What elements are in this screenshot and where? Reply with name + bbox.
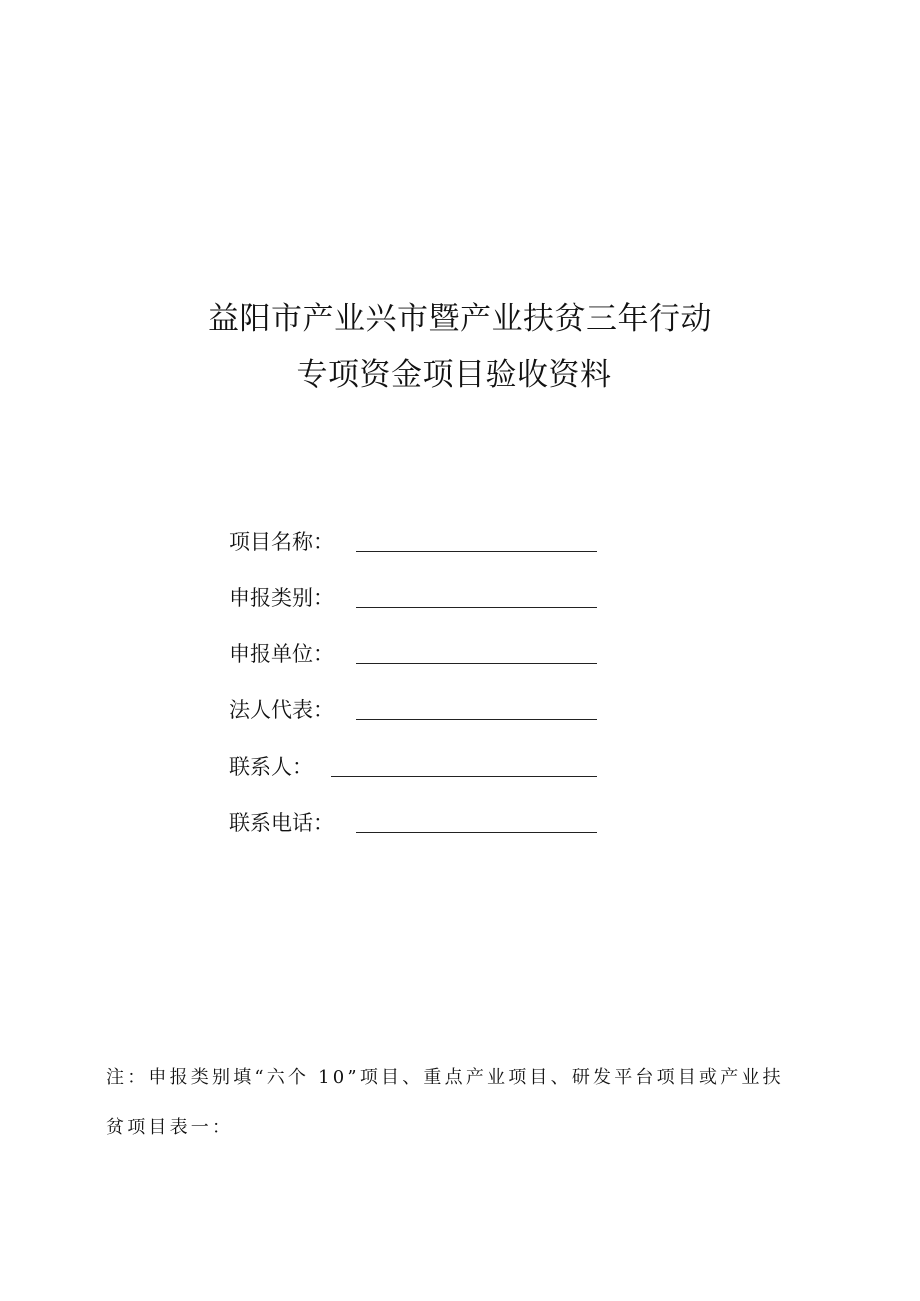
category-label: 申报类别： — [229, 586, 334, 610]
title-line-1: 益阳市产业兴市暨产业扶贫三年行动 — [208, 301, 712, 337]
applicant-field[interactable] — [356, 663, 597, 664]
footnote-line-1: 注：申报类别填“六个 10”项目、重点产业项目、研发平台项目或产业扶 — [106, 1067, 784, 1088]
category-field[interactable] — [356, 607, 597, 608]
contact-field[interactable] — [331, 776, 597, 777]
contact-label: 联系人： — [229, 755, 313, 779]
project-name-field[interactable] — [356, 551, 597, 552]
legal-rep-label: 法人代表： — [229, 698, 334, 722]
footnote-line-2: 贫项目表一： — [106, 1117, 234, 1138]
title-line-2: 专项资金项目验收资料 — [296, 357, 612, 393]
phone-label: 联系电话： — [229, 811, 334, 835]
project-name-label: 项目名称： — [229, 530, 334, 554]
legal-rep-field[interactable] — [356, 719, 597, 720]
document-title — [0, 291, 920, 403]
phone-field[interactable] — [356, 832, 597, 833]
applicant-label: 申报单位： — [229, 642, 334, 666]
